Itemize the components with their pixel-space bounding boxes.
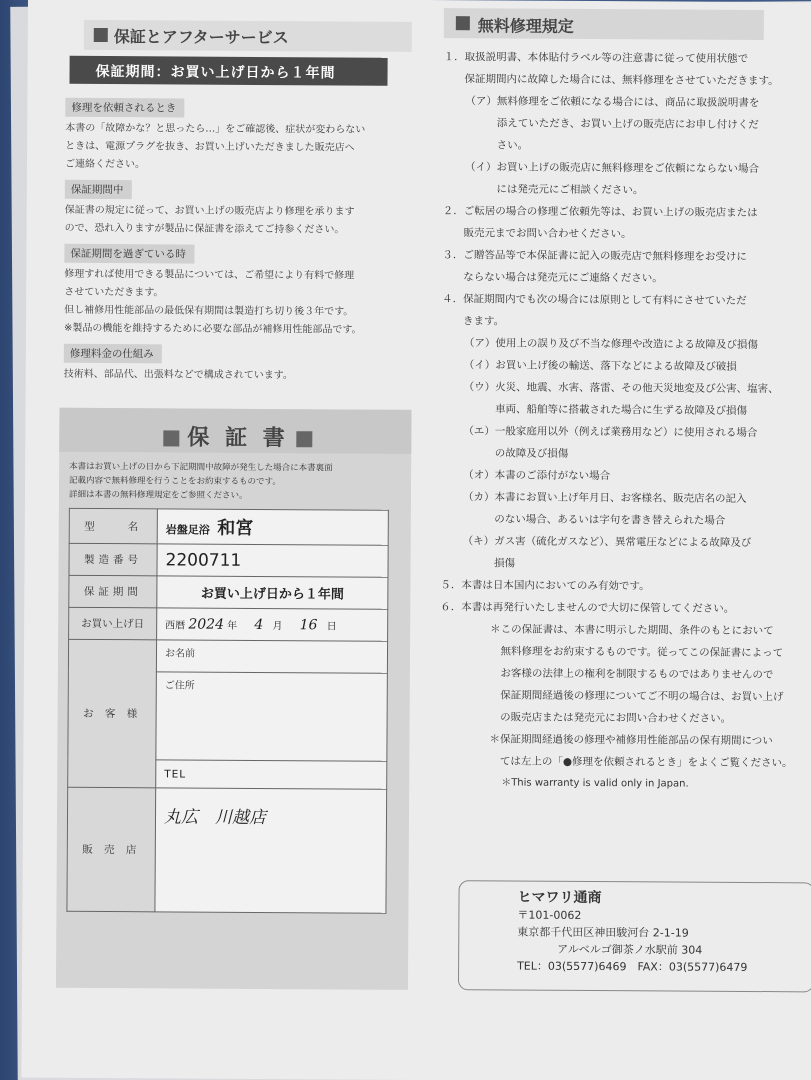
warranty-intro [69, 460, 405, 504]
text-line: 修理すれば使用できる製品については、ご希望により有料で修理 [64, 268, 355, 282]
store-label: 販 売 店 [67, 787, 156, 912]
tel-label: TEL [164, 768, 187, 781]
section-tag: 修理料金の仕組み [64, 344, 162, 364]
text-line: 技術料、部品代、出張料などで構成されています。 [63, 368, 293, 382]
rule-line: （キ）ガス害（硫化ガスなど）、異常電圧などによる故障及び [462, 535, 752, 549]
table-row [69, 607, 388, 641]
table-row [69, 575, 388, 609]
rule-line: （イ）お買い上げ後の輸送、落下などによる故障及び破損 [463, 359, 737, 373]
rule-line: ＊この保証書は、本書に明示した期間、条件のもとにおいて [490, 623, 774, 638]
service-block-repair-request [65, 92, 415, 176]
store-cell [155, 788, 387, 913]
free-repair-header [444, 8, 764, 40]
rule-line: お客様の法律上の権利を制限するものではありませんので [489, 667, 774, 682]
company-address-line1: 東京都千代田区神田駿河台 2-1-19 [517, 925, 689, 940]
service-block-fees [64, 338, 414, 386]
warranty-title [155, 420, 321, 452]
rule-line: ＊This warranty is valid only in Japan. [501, 777, 689, 790]
rule-line: の故障及び損傷 [463, 447, 569, 460]
section-text [64, 266, 414, 340]
table-row [69, 543, 388, 577]
square-bullet-icon [94, 28, 108, 42]
company-address-line2: アルベルゴ御茶ノ水駅前 304 [557, 942, 703, 957]
rule-line: 車両、船舶等に搭載された場合に生ずる故障及び損傷 [463, 403, 748, 417]
period-label: 保証期間 [69, 575, 157, 608]
rule-line: 無料修理をお約束するものです。従ってこの保証書によって [489, 645, 784, 660]
free-repair-title: 無料修理規定 [477, 16, 574, 36]
section-text [64, 366, 414, 386]
rule-line: のない場合、あるいは字句を書き替えられた場合 [462, 513, 726, 527]
rule-line: 添えていただき、お買い上げの販売店にお申し付けくだ [465, 117, 759, 132]
after-service-section [64, 20, 416, 386]
text-line: 詳細は本書の無料修理規定をご参照ください。 [68, 489, 248, 501]
text-line: させていただきます。 [64, 286, 164, 299]
text-line: ※製品の機能を維持するために必要な部品が補修用性能部品です。 [63, 322, 362, 336]
rule-line: 保証期間経過後の修理についてご不明の場合は、お買い上げ [489, 689, 784, 704]
date-year-unit: 年 [227, 620, 238, 632]
company-info-box [458, 880, 811, 992]
text-line: ので、恐れ入りますが製品に保証書を添えてご持参ください。 [64, 222, 345, 236]
rule-line: きます。 [442, 315, 505, 328]
purchase-date-cell [157, 608, 388, 641]
rule-line: ２．ご転居の場合の修理ご依頼先等は、お買い上げの販売店または [442, 205, 758, 220]
rule-line: （エ）一般家庭用以外（例えば業務用など）に使用される場合 [463, 425, 758, 440]
warranty-table [66, 508, 388, 914]
customer-label: お 客 様 [68, 639, 157, 788]
rule-line: 保証期間内に故障した場合には、無料修理をさせていただきます。 [443, 73, 779, 88]
warranty-document [21, 0, 811, 1080]
rule-line: ４．保証期間内でも次の場合には原則として有料にさせていただ [442, 293, 747, 307]
store-value: 丸広 川越店 [163, 807, 267, 829]
rule-line: 損傷 [462, 557, 516, 570]
text-line: ご連絡ください。 [64, 158, 146, 171]
square-bullet-icon [456, 16, 470, 30]
rule-line: （ウ）火災、地震、水害、落雷、その他天災地変及び公害、塩害、 [463, 381, 779, 396]
after-service-header [84, 20, 412, 52]
warranty-period-bar: 保証期間：お買い上げ日から１年間 [69, 56, 387, 86]
period-value: お買い上げ日から１年間 [157, 576, 388, 609]
name-label: お名前 [164, 648, 196, 660]
date-day-unit: 日 [326, 620, 337, 632]
serial-value: 2200711 [157, 544, 388, 577]
text-line: 保証書の規定に従って、お買い上げの販売店より修理を承ります [64, 204, 355, 218]
repair-rules-list [415, 46, 810, 796]
text-line: 本書の「故障かな？と思ったら…」をご確認後、症状が変わらない [65, 122, 366, 136]
service-block-after-warranty [64, 238, 415, 340]
section-tag: 保証期間中 [65, 180, 132, 199]
rule-line: 販売元までお問い合わせください。 [442, 227, 632, 241]
rule-line: １．取扱説明書、本体貼付ラベル等の注意書に従って使用状態で [443, 51, 749, 65]
rule-line: ては左上の「●修理を依頼されるとき」をよくご覧ください。 [489, 755, 793, 770]
text-line: 但し補修用性能部品の最低保有期間は製造打ち切り後３年です。 [64, 304, 354, 318]
rule-line: ５．本書は日本国内においてのみ有効です。 [440, 579, 650, 593]
section-text [65, 202, 415, 240]
customer-name-cell [156, 640, 387, 673]
service-block-in-warranty [65, 174, 415, 240]
date-month-unit: 月 [272, 620, 283, 632]
text-line: 記載内容で無料修理を行うことをお約束するものです。 [69, 475, 281, 488]
rule-line: さい。 [465, 139, 529, 152]
date-month: 4 [254, 616, 264, 633]
section-text [65, 120, 415, 176]
model-cell [157, 509, 388, 545]
rule-line: ならない場合は発売元にご連絡ください。 [442, 271, 663, 285]
rule-line: （ア）使用上の誤り及び不当な修理や改造による故障及び損傷 [463, 337, 758, 352]
rule-line: （オ）本書のご添付がない場合 [463, 469, 611, 483]
rule-line: ６．本書は再発行いたしませんので大切に保管してください。 [440, 601, 735, 615]
rule-line: ＊保証期間経過後の修理や補修用性能部品の保有期間につい [489, 733, 773, 748]
section-tag: 保証期間を過ぎている時 [64, 244, 194, 264]
rule-line: （イ）お買い上げの販売店に無料修理をご依頼にならない場合 [464, 161, 760, 176]
rule-line: ３．ご贈答品等で本保証書に記入の販売店で無料修理をお受けに [442, 249, 747, 263]
section-tag: 修理を依頼されるとき [65, 98, 184, 118]
company-tel-fax: TEL：03(5577)6469 FAX：03(5577)6479 [517, 959, 748, 974]
company-name: ヒマワリ通商 [517, 889, 602, 907]
text-line: 本書はお買い上げの日から下記期間中故障が発生した場合に本書裏面 [69, 461, 333, 474]
free-repair-rules-section [415, 8, 810, 974]
warranty-card [56, 408, 412, 990]
text-line: ときは、電源プラグを抜き、お買い上げいただきました販売店へ [65, 140, 355, 154]
rule-line: （ア）無料修理をご依頼になる場合には、商品に取扱説明書を [465, 95, 760, 110]
serial-label: 製造番号 [69, 543, 157, 576]
model-label: 型 名 [69, 508, 157, 544]
company-zip: 〒101-0062 [517, 908, 582, 922]
date-day: 16 [299, 616, 318, 633]
date-era: 西暦 [165, 619, 186, 632]
after-service-title: 保証とアフターサービス [113, 27, 289, 48]
table-row [68, 639, 387, 673]
warranty-title-text: 保 証 書 [187, 425, 289, 452]
rule-line: の販売店または発売元にお問い合わせください。 [489, 711, 732, 725]
customer-tel-cell [156, 760, 387, 789]
square-bullet-icon [297, 431, 313, 447]
table-row [69, 508, 388, 545]
purchase-date-label: お買い上げ日 [69, 607, 157, 640]
address-label: ご住所 [164, 680, 195, 692]
model-value: 和宮 [217, 517, 254, 539]
table-row [67, 787, 387, 913]
rule-line: （カ）本書にお買い上げ年月日、お客様名、販売店名の記入 [462, 491, 747, 505]
model-prefix: 岩盤足浴 [165, 523, 210, 537]
square-bullet-icon [163, 430, 179, 446]
customer-address-cell [156, 672, 388, 761]
rule-line: には発売元にご相談ください。 [464, 183, 644, 197]
date-year: 2024 [188, 616, 225, 633]
